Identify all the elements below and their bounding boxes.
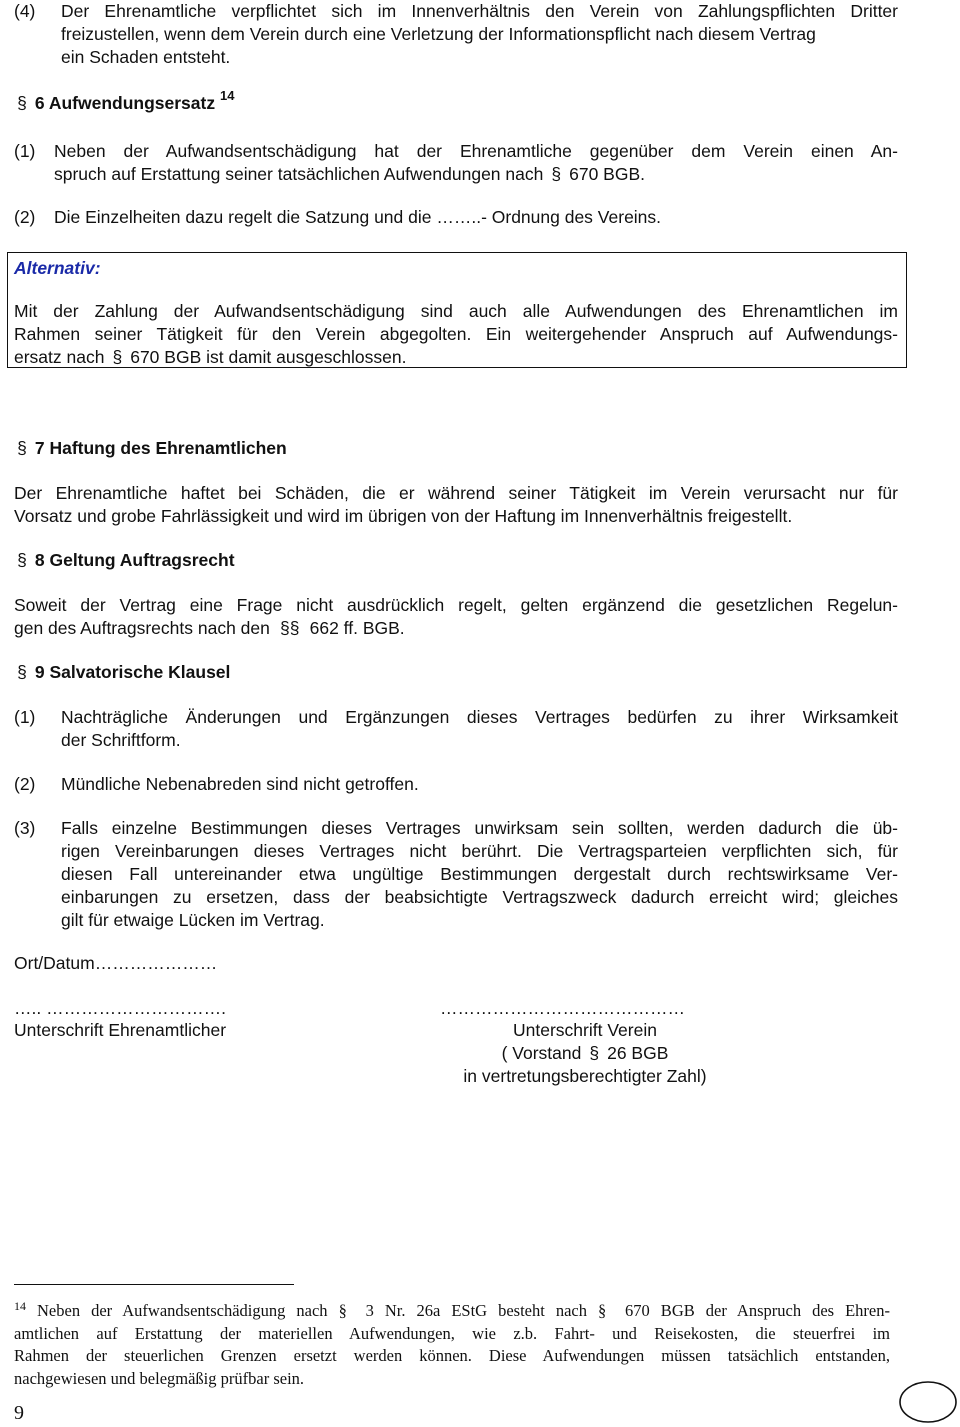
section-title: 9 Salvatorische Klausel xyxy=(34,662,231,682)
text-line: rigen Vereinbarungen dieses Vertrages nicht berührt. Die Vertragsparteien verpflichten sich, für xyxy=(61,841,898,861)
text-line: Der Ehrenamtliche haftet bei Schäden, die er während seiner Tätigkeit im Verein verursacht nur für xyxy=(14,483,898,503)
footnote-line: Rahmen der steuerlichen Grenzen ersetzt werden können. Diese Aufwendungen müssen tatsächlich entstanden, xyxy=(14,1346,890,1365)
text-line: Falls einzelne Bestimmungen dieses Vertrages unwirksam sein sollten, werden dadurch die üb- xyxy=(61,818,898,838)
paragraph-number: (4) xyxy=(14,1,36,21)
footnote-line: nachgewiesen und belegmäßig prüfbar sein. xyxy=(14,1368,305,1388)
paragraph-symbol: § xyxy=(551,164,562,184)
text-line: Der Ehrenamtliche verpflichtet sich im Innenverhältnis den Verein von Zahlungspflichten Dritter xyxy=(61,1,898,21)
paragraph-symbol: §§ xyxy=(280,618,300,638)
text-line: Die Einzelheiten dazu regelt die Satzung und die ……..- Ordnung des Vereins. xyxy=(54,207,662,227)
text-line: Neben der Aufwandsentschädigung hat der Ehrenamtliche gegenüber dem Verein einen An- xyxy=(54,141,898,161)
text-line: Mündliche Nebenabreden sind nicht getroffen. xyxy=(61,774,419,794)
signature-label-volunteer: Unterschrift Ehrenamtlicher xyxy=(14,1020,227,1040)
footnote-reference: 14 xyxy=(219,88,235,103)
section-heading-7 xyxy=(14,437,287,460)
footnote-marker: 14 xyxy=(14,1299,26,1313)
signature-label-club: Unterschrift Verein ( Vorstand § 26 BGB in vertretungsberechtigter Zahl) xyxy=(463,1020,707,1086)
paragraph-symbol: § xyxy=(589,1043,600,1063)
footnote-line: amtlichen auf Erstattung der materiellen Aufwendungen, wie z.b. Fahrt- und Reisekosten, die steuerfrei im xyxy=(14,1323,890,1343)
text-line: der Schriftform. xyxy=(61,730,181,750)
paragraph-number: (1) xyxy=(14,707,36,727)
place-date-field: Ort/Datum………………… xyxy=(14,953,218,973)
oval-shape-icon xyxy=(898,1378,958,1426)
section-heading-6 xyxy=(14,88,235,115)
paragraph-symbol: § xyxy=(17,550,27,570)
alternative-label: Alternativ: xyxy=(14,258,101,278)
section-title: 7 Haftung des Ehrenamtlichen xyxy=(34,438,287,458)
paragraph-symbol: § xyxy=(338,1301,347,1320)
footnote xyxy=(14,1300,890,1390)
text-line: freizustellen, wenn dem Verein durch eine Verletzung der Informationspflicht nach diesem Vertrag xyxy=(61,24,816,44)
text-line: Mit der Zahlung der Aufwandsentschädigung sind auch alle Aufwendungen des Ehrenamtlichen im xyxy=(14,301,898,321)
page-number: 9 xyxy=(14,1402,24,1424)
footnote-line: $^{14}$ Neben der Aufwandsentschädigung nach § 3 Nr. 26a EStG besteht nach § 670 BGB der Anspruch des Ehren- xyxy=(14,1300,890,1323)
paragraph-number: (2) xyxy=(14,774,36,794)
text-line: einbarungen zu ersetzen, dass der beabsichtigte Vertragszweck dadurch erreicht wird; gleiches xyxy=(61,887,898,907)
text-line: spruch auf Erstattung seiner tatsächlichen Aufwendungen nach § 670 BGB. xyxy=(54,164,645,184)
paragraph-symbol: § xyxy=(598,1301,607,1320)
paragraph-number: (2) xyxy=(14,207,36,227)
section-heading-9 xyxy=(14,661,230,684)
text-line: ersatz nach § 670 BGB ist damit ausgeschlossen. xyxy=(14,347,407,367)
alternative-text xyxy=(14,300,898,369)
text-line: Soweit der Vertrag eine Frage nicht ausdrücklich regelt, gelten ergänzend die gesetzlichen Regelun- xyxy=(14,595,898,615)
paragraph-number: (1) xyxy=(14,141,36,161)
section-8-text xyxy=(14,594,898,640)
footnote-separator xyxy=(14,1284,294,1285)
text-line: ein Schaden entsteht. xyxy=(61,47,231,67)
section-7-text xyxy=(14,482,898,528)
text-line: Rahmen seiner Tätigkeit für den Verein abgegolten. Ein weitergehender Anspruch auf Aufwendungs- xyxy=(14,324,898,344)
paragraph-symbol: § xyxy=(112,347,123,367)
signature-line-volunteer: ….. …………………………. xyxy=(14,998,226,1018)
text-line: Vorsatz und grobe Fahrlässigkeit und wird im übrigen von der Haftung im Innenverhältnis freigestellt. xyxy=(14,506,793,526)
section-title: 8 Geltung Auftragsrecht xyxy=(34,550,235,570)
section-title: 6 Aufwendungsersatz xyxy=(34,93,216,113)
text-line: diesen Fall untereinander etwa ungültige Bestimmungen dergestalt durch rechtswirksame Ver- xyxy=(61,864,898,884)
paragraph-number: (3) xyxy=(14,818,36,838)
paragraph-symbol: § xyxy=(17,93,27,113)
paragraph-symbol: § xyxy=(17,662,27,682)
section-heading-8 xyxy=(14,549,235,572)
text-line: gen des Auftragsrechts nach den §§ 662 ff. BGB. xyxy=(14,618,405,638)
text-line: gilt für etwaige Lücken im Vertrag. xyxy=(61,910,325,930)
text-line: Nachträgliche Änderungen und Ergänzungen dieses Vertrages bedürfen zu ihrer Wirksamkeit xyxy=(61,707,898,727)
paragraph-symbol: § xyxy=(17,438,27,458)
signature-line-club: …………………………………… xyxy=(440,998,685,1018)
